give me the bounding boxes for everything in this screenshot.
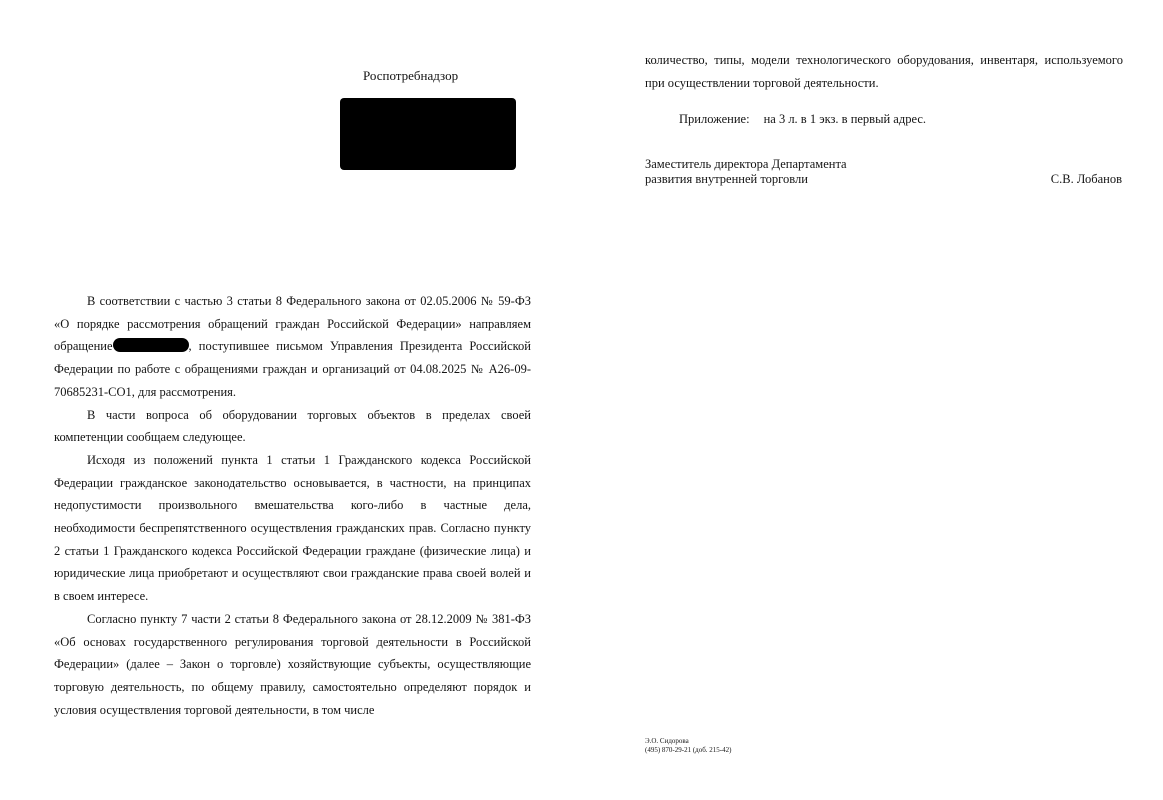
paragraph-3: Исходя из положений пункта 1 статьи 1 Гражданского кодекса Российской Федерации гражданское законодательство основывается, в частности, на принципах недопустимости произвольного вмешательства кого-либо в частные дела, необходимости беспрепятственного осуществления гражданских прав. Согласно пункту 2 статьи 1 Гражданского кодекса Российской Федерации граждане (физические лица) и юридические лица приобретают и осуществляют свои гражданские права своей волей и в своем интересе. — [54, 452, 531, 604]
signatory-title-line-2: развития внутренней торговли — [645, 172, 808, 186]
signatory-title-line-1: Заместитель директора Департамента — [645, 157, 847, 171]
executor-phone: (495) 870-29-21 (доб. 215-42) — [645, 746, 732, 754]
executor-name: Э.О. Сидорова — [645, 737, 689, 745]
executor-info — [645, 737, 731, 755]
redacted-name — [113, 338, 189, 352]
paragraph-1-start: В соответствии с частью 3 статьи 8 Федерального закона от 02.05.2006 № 59-ФЗ «О порядке рассмотрения обращений граждан Российской Федерации» направляем обращение — [54, 294, 531, 354]
paragraph-2: В части вопроса об оборудовании торговых объектов в пределах своей компетенции сообщаем следующее. — [54, 407, 531, 445]
addressee: Роспотребнадзор — [363, 68, 459, 83]
letter-body — [54, 290, 531, 721]
paragraph-4: Согласно пункту 7 части 2 статьи 8 Федерального закона от 28.12.2009 № 381-ФЗ «Об основах государственного регулирования торговой деятельности в Российской Федерации» (далее – Закон о торговле) хозяйствующие субъекты, осуществляющие торговую деятельность, по общему правилу, самостоятельно определяют порядок и условия осуществления торговой деятельности, в том числе — [54, 611, 531, 717]
signature-block — [645, 157, 1122, 187]
attachment-line — [679, 112, 926, 127]
document-page-left — [0, 0, 580, 800]
signatory-name: С.В. Лобанов — [1050, 172, 1122, 186]
paragraph-continuation: количество, типы, модели технологического оборудования, инвентаря, используемого при осуществлении торговой деятельности. — [645, 53, 1123, 90]
redacted-address-block — [340, 98, 516, 170]
attachment-value: на 3 л. в 1 экз. в первый адрес. — [763, 112, 926, 126]
paragraph-1 — [54, 290, 531, 404]
attachment-label: Приложение: — [679, 112, 750, 126]
paragraph-1-end: , поступившее письмом Управления Президента Российской Федерации по работе с обращениями граждан и организаций от 04.08.2025 № А26-09-70685231-СО1, для рассмотрения. — [54, 339, 531, 399]
